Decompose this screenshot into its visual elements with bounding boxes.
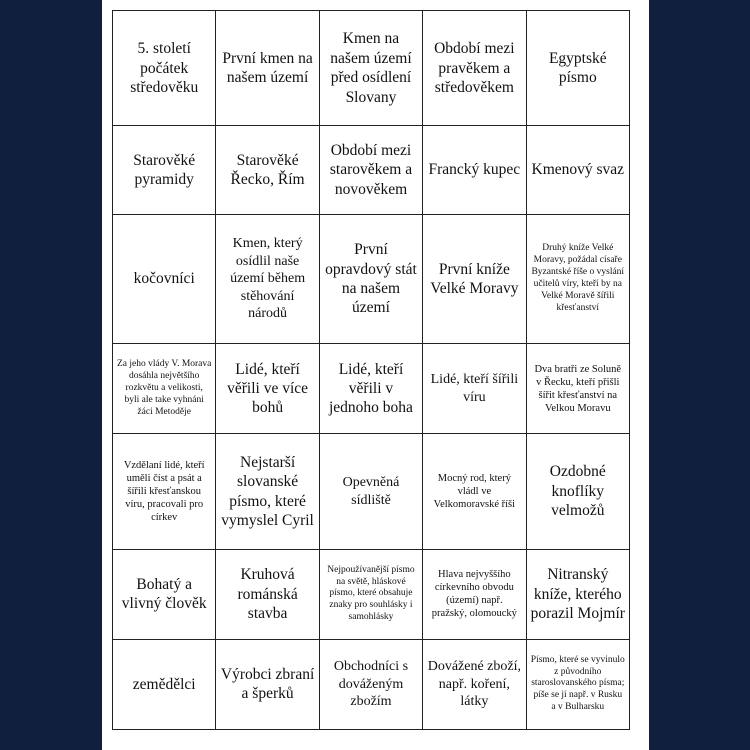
grid-cell: Vzdělaní lidé, kteří uměli číst a psát a šířili křesťanskou víru, pracovali pro církev [113,434,216,549]
grid-cell: Lidé, kteří šířili víru [423,344,526,434]
grid-row-4 [113,344,630,434]
grid-cell: Období mezi pravěkem a středověkem [423,11,526,126]
grid-cell: První kmen na našem území [216,11,319,126]
grid-cell: Ozdobné knoflíky velmožů [526,434,629,549]
grid-cell: Nitranský kníže, kterého porazil Mojmír [526,549,629,639]
grid-cell: Obchodníci s dováženým zbožím [319,639,422,729]
grid-row-6 [113,549,630,639]
grid-cell: kočovníci [113,214,216,343]
grid-cell: Nejstarší slovanské písmo, které vymyslel Cyril [216,434,319,549]
worksheet-page [102,0,649,750]
grid-cell: Dva bratři ze Soluně v Řecku, kteří přišli šířit křesťanství na Velkou Moravu [526,344,629,434]
grid-cell: Dovážené zboží, např. koření, látky [423,639,526,729]
grid-cell: Kmenový svaz [526,126,629,214]
grid-cell: Období mezi starověkem a novověkem [319,126,422,214]
grid-cell: Kruhová románská stavba [216,549,319,639]
grid-cell: Nejpoužívanější písmo na světě, hláskové písmo, které obsahuje znaky pro souhlásky i samohlásky [319,549,422,639]
bingo-grid [112,10,630,730]
grid-cell: 5. století počátek středověku [113,11,216,126]
grid-cell: Egyptské písmo [526,11,629,126]
grid-row-3 [113,214,630,343]
grid-cell: Bohatý a vlivný člověk [113,549,216,639]
grid-cell: Starověké Řecko, Řím [216,126,319,214]
grid-cell: Kmen na našem území před osídlení Slovany [319,11,422,126]
grid-cell: zemědělci [113,639,216,729]
grid-cell: Mocný rod, který vládl ve Velkomoravské říši [423,434,526,549]
grid-cell: Písmo, které se vyvinulo z původního staroslovanského písma; píše se jí např. v Rusku a v Bulharsku [526,639,629,729]
grid-cell: Hlava nejvyššího církevního obvodu (území) např. pražský, olomoucký [423,549,526,639]
grid-cell: Kmen, který osídlil naše území během stěhování národů [216,214,319,343]
grid-cell: Opevněná sídliště [319,434,422,549]
grid-row-2 [113,126,630,214]
grid-row-5 [113,434,630,549]
grid-cell: Druhý kníže Velké Moravy, požádal císaře Byzantské říše o vyslání učitelů víry, kteří by na Velké Moravě šířili křesťanství [526,214,629,343]
grid-cell: První kníže Velké Moravy [423,214,526,343]
grid-cell: Francký kupec [423,126,526,214]
grid-row-7 [113,639,630,729]
grid-cell: Za jeho vlády V. Morava dosáhla největšího rozkvětu a velikosti, byli ale take vyhnáni žáci Metoděje [113,344,216,434]
grid-cell: Výrobci zbraní a šperků [216,639,319,729]
grid-cell: Lidé, kteří věřili ve více bohů [216,344,319,434]
grid-cell: Lidé, kteří věřili v jednoho boha [319,344,422,434]
grid-cell: První opravdový stát na našem území [319,214,422,343]
grid-row-1 [113,11,630,126]
grid-cell: Starověké pyramidy [113,126,216,214]
